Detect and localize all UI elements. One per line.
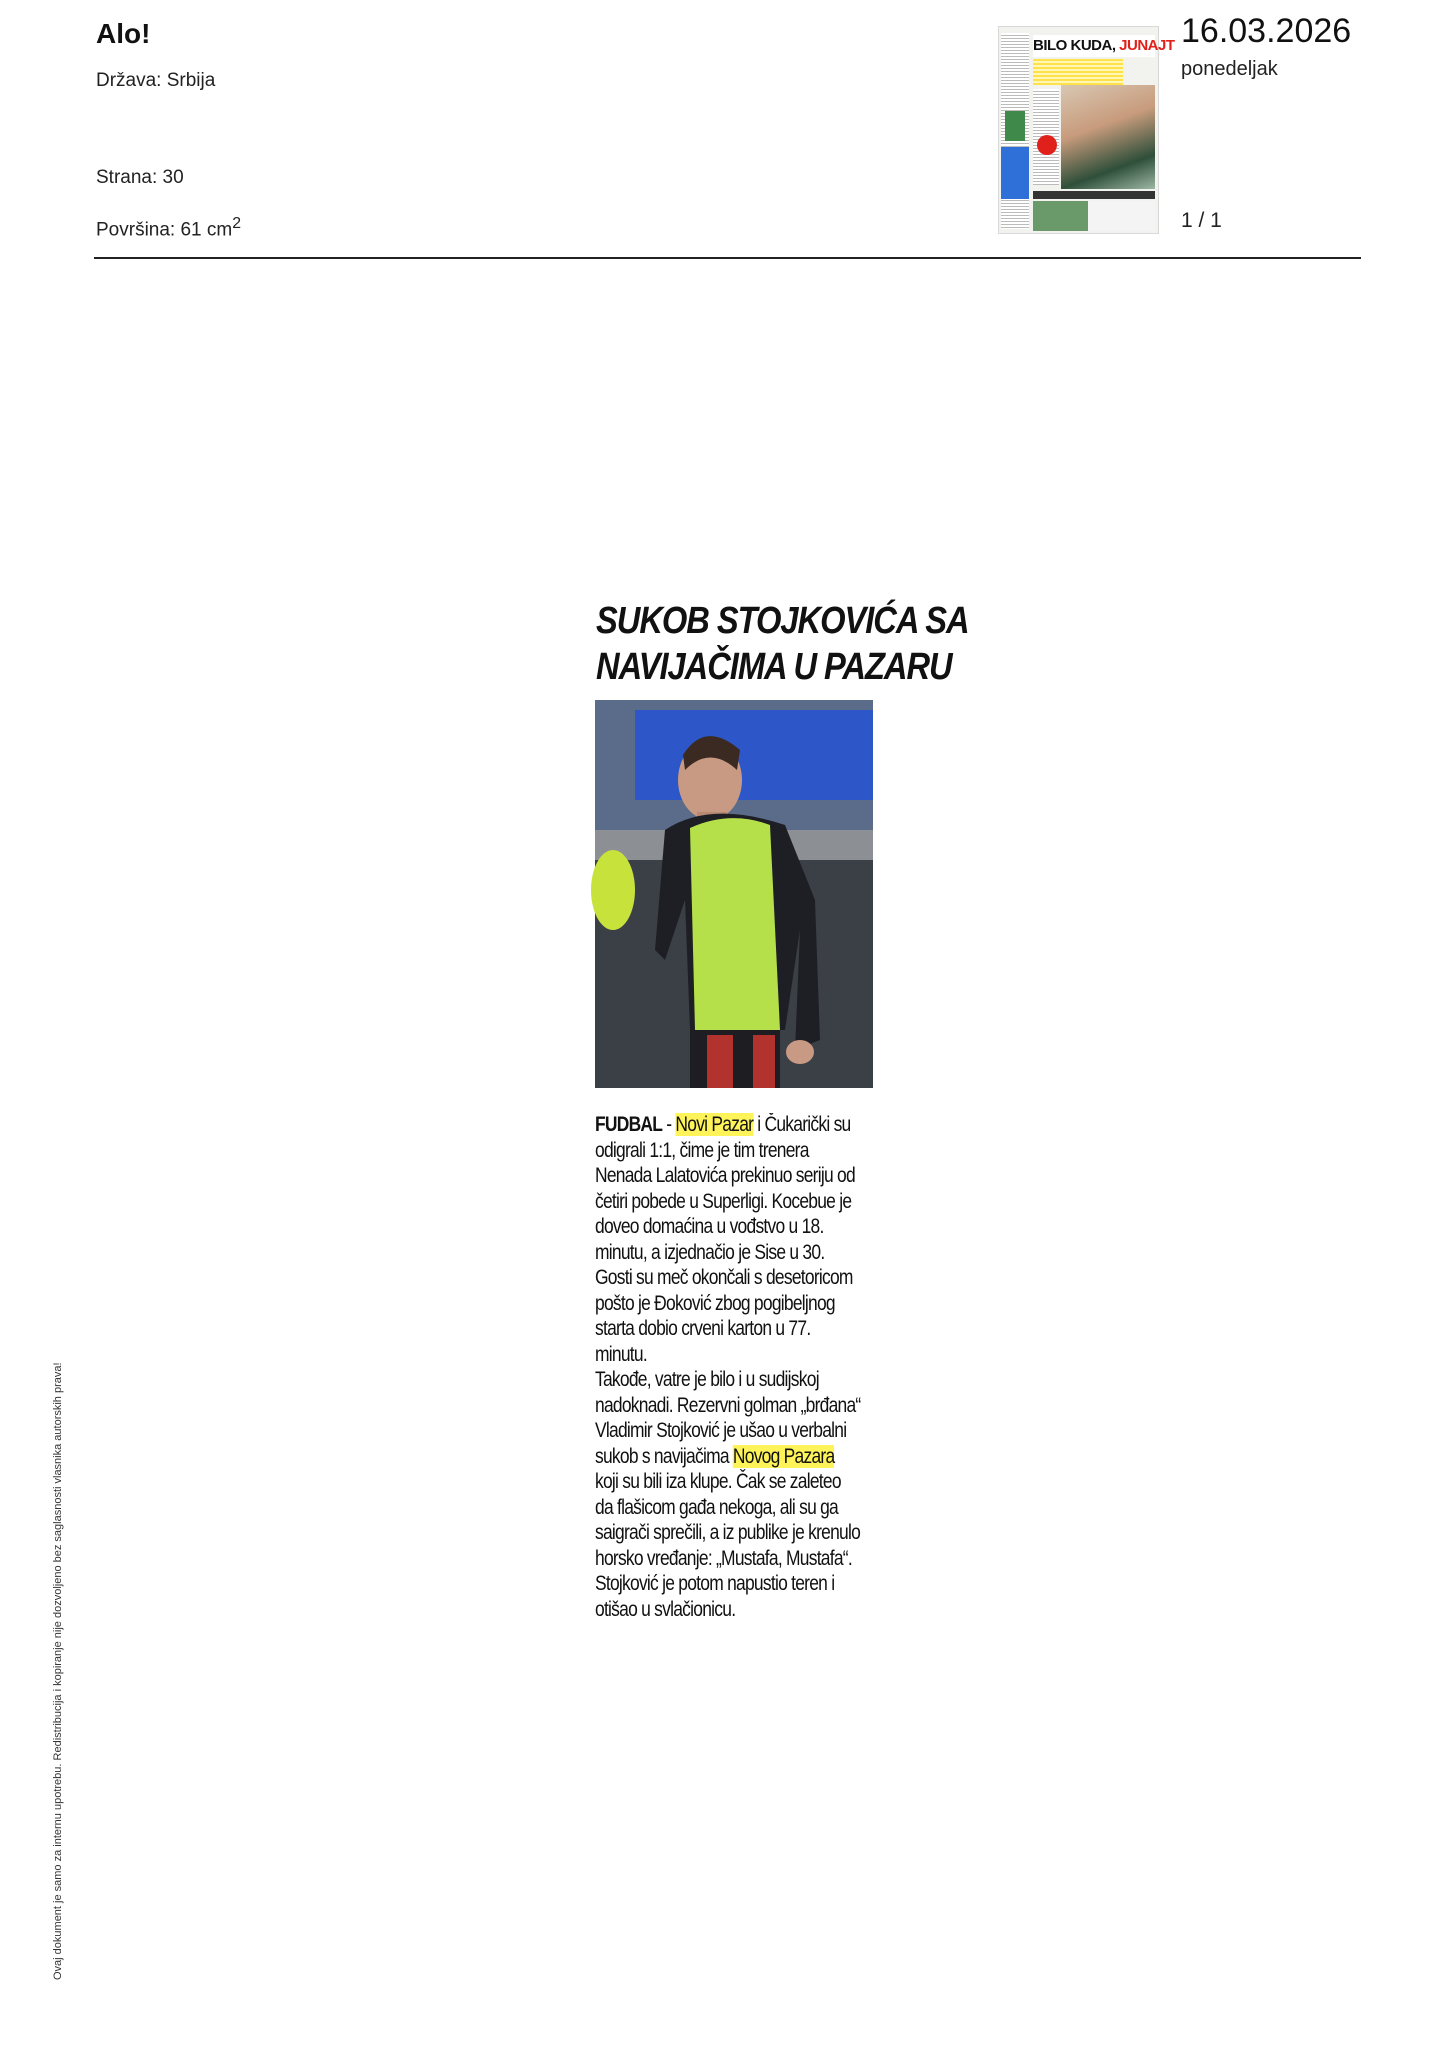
article-paragraph-2: Gosti su meč okončali s desetoricom pošto je Đoković zbog pogibeljnog starta dobio crveni karton u 77. minutu. [595, 1266, 853, 1366]
thumbnail-small-photo [1005, 111, 1025, 141]
article-title [596, 598, 969, 690]
highlight-novog-pazara: Novog Pazara [732, 1444, 835, 1468]
issue-date: 16.03.2026 [1181, 12, 1352, 50]
page-count: 1 / 1 [1181, 209, 1222, 232]
page-thumbnail[interactable] [998, 26, 1175, 234]
page-line: Strana: 30 [96, 167, 184, 188]
thumbnail-headline-white: BILO KUDA, [1033, 37, 1120, 54]
thumbnail-red-badge [1037, 135, 1057, 155]
thumbnail-headline [1033, 35, 1175, 57]
article-title-line-2: NAVIJAČIMA U PAZARU [596, 646, 952, 688]
issue-weekday: ponedeljak [1181, 58, 1278, 80]
area-line [96, 215, 241, 241]
p1-text: i Čukarički su odigrali 1:1, čime je tim trenera Nenada Lalatovića prekinuo seriju od četiri pobede u Superligi. Kocebue je doveo domaćina u vođstvo u 18. minutu, a izjednačio je Sise u 30. [595, 1113, 855, 1264]
article-kicker: FUDBAL [595, 1113, 663, 1136]
area-text: Površina: 61 cm [96, 219, 233, 241]
article-photo [595, 700, 873, 1088]
country-line: Država: Srbija [96, 70, 216, 91]
article-paragraph-3 [595, 1367, 861, 1622]
area-superscript: 2 [232, 215, 242, 232]
copyright-notice: Ovaj dokument je samo za internu upotrebu. Redistribucija i kopiranje nije dozvoljeno bez saglasnosti vlasnika autorskih prava! [52, 1362, 64, 1980]
thumbnail-main-photo [1061, 85, 1155, 189]
article-body [595, 1112, 861, 1622]
thumbnail-headline-red: JUNAJT [1119, 37, 1175, 54]
p3-text-a: Takođe, vatre je bilo i u sudijskoj nadoknadi. Rezervni golman „brđana“ Vladimir Stojković je ušao u verbalni sukob s navijačima [595, 1368, 861, 1468]
player-photo-illustration [595, 700, 873, 1088]
article-paragraph-1 [595, 1112, 861, 1265]
publication-name: Alo! [96, 18, 151, 49]
p3-text-b: koji su bili iza klupe. Čak se zaleteo da flašicom gađa nekoga, ali su ga saigrači sprečili, a iz publike je krenulo horsko vređanje: „Mustafa, Mustafa“. Stojković je potom napustio teren i otišao u svlačionicu. [595, 1470, 861, 1621]
thumbnail-second-headline [1033, 191, 1155, 199]
header-left [96, 18, 150, 66]
highlight-novi-pazar: Novi Pazar [675, 1113, 754, 1136]
header-divider [94, 257, 1361, 259]
thumbnail-subheadline [1033, 59, 1123, 85]
thumbnail-bottom-section [1033, 201, 1155, 231]
thumbnail-blue-ad [1001, 147, 1029, 199]
article-title-line-1: SUKOB STOJKOVIĆA SA [596, 600, 969, 642]
p1-dash: - [662, 1113, 676, 1136]
